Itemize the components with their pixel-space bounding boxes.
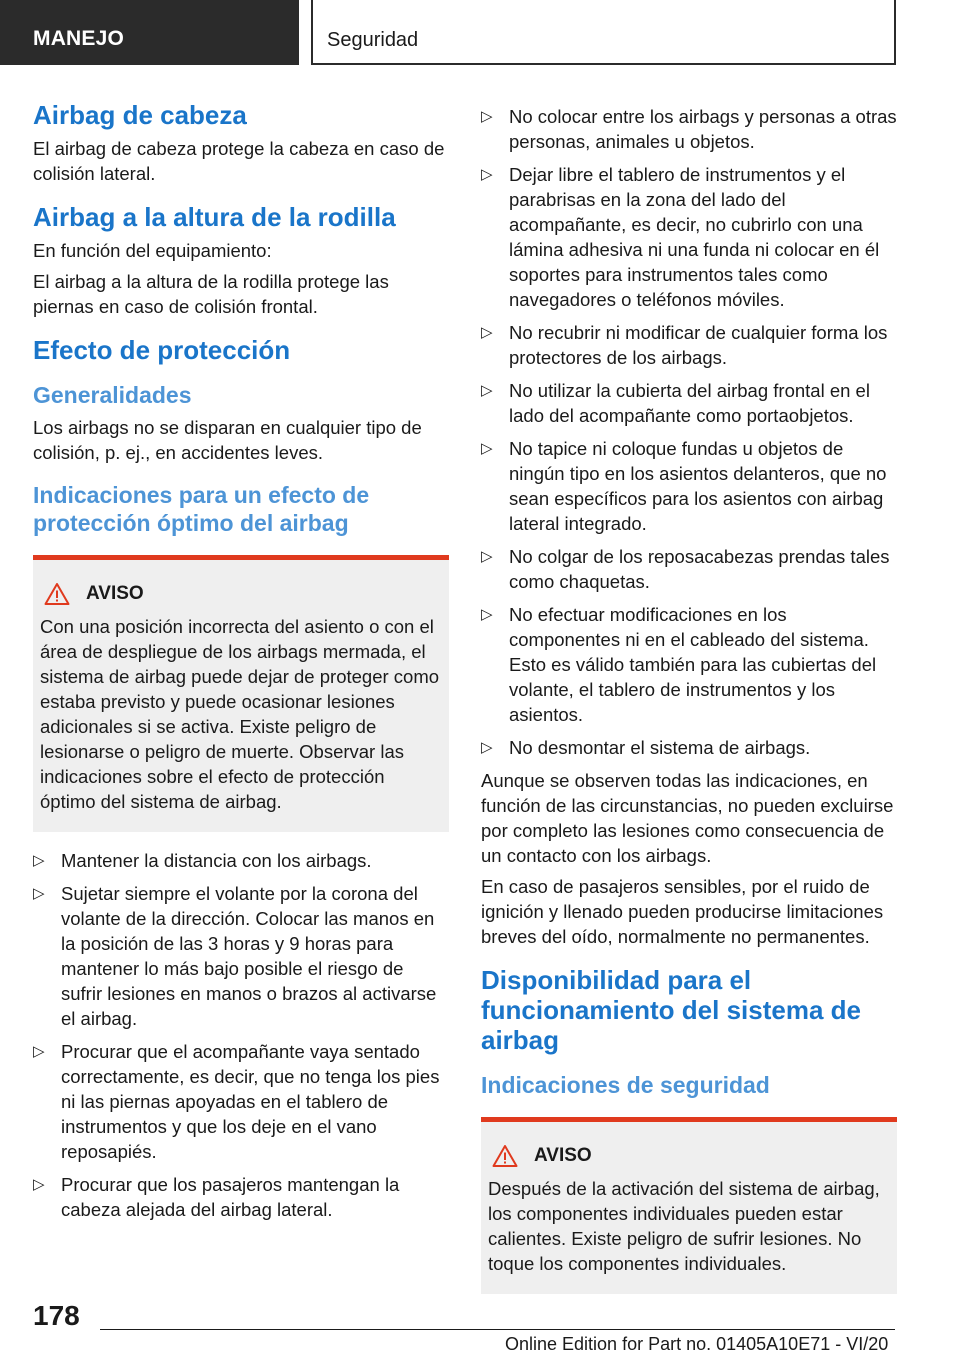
- paragraph-general: Los airbags no se disparan en cualquier tipo de colisión, p. ej., en accidentes leves.: [33, 417, 422, 463]
- warning-triangle-icon: [44, 582, 70, 606]
- list-item: ▷ Mantener la distancia con los airbags.: [33, 850, 372, 871]
- paragraph-hearing-note: En caso de pasajeros sensibles, por el ruido de ignición y llenado pueden producirse limitaciones breves del oído, normalmente no permanentes.: [481, 876, 884, 947]
- bullet-triangle-icon: ▷: [481, 324, 493, 341]
- warning-box-position: [33, 555, 449, 832]
- bullet-triangle-icon: ▷: [481, 739, 493, 756]
- list-item: ▷ Dejar libre el tablero de instrumentos y el parabrisas en la zona del lado del acompañante, es decir, no cubrirlo con una lámina adhesiva ni una funda ni colocar en él soportes para instrumentos tales como navegadores o teléfonos móviles.: [481, 164, 880, 310]
- paragraph-knee-equipment: En función del equipamiento:: [33, 240, 272, 261]
- bullet-triangle-icon: ▷: [481, 166, 493, 183]
- list-item: ▷ No efectuar modificaciones en los componentes ni en el cableado del sistema. Esto es válido también para las cubiertas del volante, el tablero de instrumentos y los asientos.: [481, 604, 877, 725]
- header-chapter-label: Seguridad: [327, 29, 419, 51]
- list-item: ▷ No utilizar la cubierta del airbag frontal en el lado del acompañante como portaobjetos.: [481, 380, 870, 426]
- left-bullet-list: [33, 848, 449, 1222]
- list-item: ▷ No tapice ni coloque fundas u objetos de ningún tipo en los asientos delanteros, que no sean específicos para los asientos con airbag lateral integrado.: [481, 438, 887, 534]
- heading-head-airbag: Airbag de cabeza: [33, 100, 247, 130]
- header-section-tab: [0, 0, 299, 65]
- bullet-triangle-icon: ▷: [481, 440, 493, 457]
- list-item: ▷ Procurar que los pasajeros mantengan la cabeza alejada del airbag lateral.: [33, 1174, 400, 1220]
- heading-knee-airbag: Airbag a la altura de la rodilla: [33, 202, 396, 232]
- bullet-triangle-icon: ▷: [481, 382, 493, 399]
- heading-availability: Disponibilidad para el funcionamiento del sistema de airbag: [481, 965, 861, 1055]
- page-number: 178: [33, 1300, 80, 1331]
- warning-box-hot-components: [481, 1117, 897, 1294]
- bullet-triangle-icon: ▷: [481, 606, 493, 623]
- warning-text: Después de la activación del sistema de airbag, los componentes individuales pueden estar calientes. Existe peligro de sufrir lesiones. No toque los componentes individuales.: [488, 1178, 880, 1274]
- bullet-triangle-icon: ▷: [33, 1176, 45, 1193]
- warning-title: AVISO: [86, 583, 144, 604]
- warning-header: [488, 1144, 889, 1168]
- list-item: ▷ No colocar entre los airbags y personas a otras personas, animales u objetos.: [481, 106, 897, 152]
- heading-protection-effect: Efecto de protección: [33, 335, 291, 365]
- left-column: [33, 100, 449, 1230]
- bullet-triangle-icon: ▷: [481, 108, 493, 125]
- warning-title: AVISO: [534, 1145, 592, 1166]
- header-section-label: MANEJO: [33, 27, 125, 50]
- paragraph-knee-protection: El airbag a la altura de la rodilla protege las piernas en caso de colisión frontal.: [33, 271, 389, 317]
- heading-general: Generalidades: [33, 382, 192, 408]
- paragraph-head-airbag: El airbag de cabeza protege la cabeza en caso de colisión lateral.: [33, 138, 445, 184]
- footer-edition: Online Edition for Part no. 01405A10E71 - VI/20: [505, 1334, 889, 1354]
- heading-safety-indications: Indicaciones de seguridad: [481, 1072, 770, 1098]
- right-bullet-list: [481, 104, 897, 760]
- warning-triangle-icon: [492, 1144, 518, 1168]
- heading-indications: Indicaciones para un efecto de protección óptimo del airbag: [33, 482, 370, 536]
- right-column: [481, 104, 897, 1310]
- bullet-triangle-icon: ▷: [33, 885, 45, 902]
- warning-text: Con una posición incorrecta del asiento o con el área de despliegue de los airbags mermada, el sistema de airbag puede dejar de proteger como estaba previsto y puede ocasionar lesiones adicionales si se activa. Existe peligro de lesionarse o peligro de muerte. Observar las indicaciones sobre el efecto de protección óptimo del sistema de airbag.: [40, 616, 440, 812]
- footer-divider: [100, 1329, 895, 1330]
- bullet-triangle-icon: ▷: [481, 548, 493, 565]
- list-item: ▷ Sujetar siempre el volante por la corona del volante de la dirección. Colocar las manos en la posición de las 3 horas y 9 horas para mantener lo más bajo posible el riesgo de sufrir lesiones en manos o brazos al activarse el airbag.: [33, 883, 437, 1029]
- header-chapter-tab: [311, 0, 896, 65]
- list-item: ▷ Procurar que el acompañante vaya sentado correctamente, es decir, que no tenga los pies ni las piernas apoyadas en el tablero de instrumentos y que los deje en el vano reposapiés.: [33, 1041, 440, 1162]
- list-item: ▷ No desmontar el sistema de airbags.: [481, 737, 811, 758]
- paragraph-injury-note: Aunque se observen todas las indicaciones, en función de las circunstancias, no pueden excluirse por completo las lesiones como consecuencia de un contacto con los airbags.: [481, 770, 894, 866]
- list-item: ▷ No colgar de los reposacabezas prendas tales como chaquetas.: [481, 546, 890, 592]
- bullet-triangle-icon: ▷: [33, 1043, 45, 1060]
- warning-header: [40, 582, 441, 606]
- bullet-triangle-icon: ▷: [33, 852, 45, 869]
- list-item: ▷ No recubrir ni modificar de cualquier forma los protectores de los airbags.: [481, 322, 888, 368]
